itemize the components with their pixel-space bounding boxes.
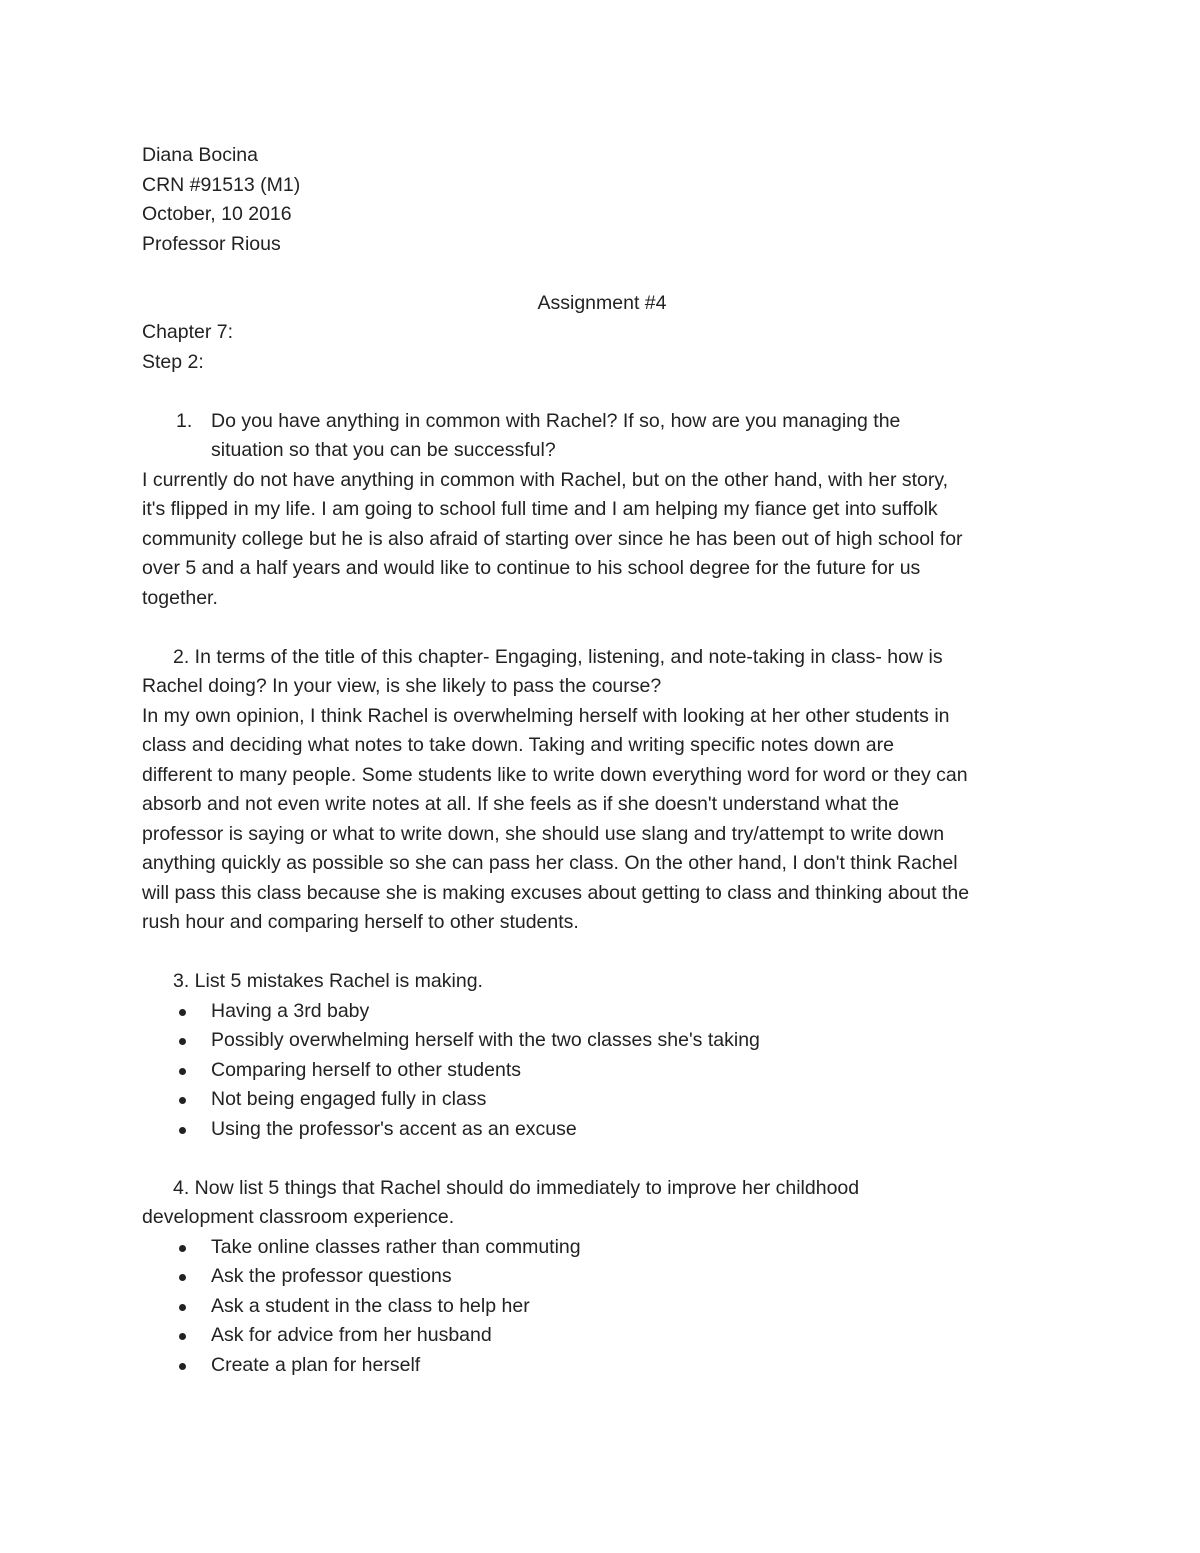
list-item-text: Take online classes rather than commuting bbox=[211, 1235, 581, 1258]
answer-line: absorb and not even write notes at all. If she feels as if she doesn't understand what the bbox=[142, 793, 900, 815]
spacer bbox=[142, 377, 1062, 407]
bullet-icon bbox=[179, 1333, 186, 1340]
answer-line: rush hour and comparing herself to other students. bbox=[142, 911, 579, 933]
spacer bbox=[142, 938, 1062, 968]
question-line: 2. In terms of the title of this chapter- Engaging, listening, and note-taking in class- how is bbox=[173, 645, 943, 668]
answer-line: class and deciding what notes to take down. Taking and writing specific notes down are bbox=[142, 734, 894, 756]
question-4 bbox=[142, 1174, 1062, 1381]
answer-2 bbox=[142, 702, 1062, 938]
question-line: Do you have anything in common with Rachel? If so, how are you managing the bbox=[211, 409, 901, 432]
header-block bbox=[142, 141, 1062, 259]
answer-line: In my own opinion, I think Rachel is overwhelming herself with looking at her other students in bbox=[142, 704, 950, 727]
question-line: situation so that you can be successful? bbox=[211, 439, 556, 461]
bullet-icon bbox=[179, 1009, 186, 1016]
bullet-icon bbox=[179, 1274, 186, 1281]
answer-line: together. bbox=[142, 586, 218, 609]
answer-line: anything quickly as possible so she can pass her class. On the other hand, I don't think Rachel bbox=[142, 852, 958, 874]
bullet-icon bbox=[179, 1068, 186, 1075]
chapter-heading: Chapter 7: bbox=[142, 321, 234, 343]
bullet-icon bbox=[179, 1304, 186, 1311]
bullet-icon bbox=[179, 1363, 186, 1370]
list-item-text: Using the professor's accent as an excuse bbox=[211, 1117, 577, 1140]
mistakes-list bbox=[142, 997, 1062, 1145]
course-crn: CRN #91513 (M1) bbox=[142, 173, 301, 196]
bullet-icon bbox=[179, 1127, 186, 1134]
answer-line: it's flipped in my life. I am going to school full time and I am helping my fiance get into suffolk bbox=[142, 498, 938, 520]
list-item bbox=[142, 1262, 1062, 1292]
list-item bbox=[142, 1292, 1062, 1322]
list-item-text: Comparing herself to other students bbox=[211, 1058, 522, 1081]
list-item-text: Ask for advice from her husband bbox=[211, 1324, 492, 1346]
question-line: 3. List 5 mistakes Rachel is making. bbox=[173, 970, 483, 992]
answer-line: community college but he is also afraid of starting over since he has been out of high school for bbox=[142, 527, 963, 550]
list-item-text: Possibly overwhelming herself with the two classes she's taking bbox=[211, 1029, 760, 1051]
question-number: 1. bbox=[176, 409, 193, 432]
question-2 bbox=[142, 643, 1062, 702]
bullet-icon bbox=[179, 1038, 186, 1045]
document-title: Assignment #4 bbox=[537, 291, 667, 314]
list-item bbox=[142, 1026, 1062, 1056]
bullet-icon bbox=[179, 1245, 186, 1252]
list-item-text: Having a 3rd baby bbox=[211, 999, 370, 1022]
list-item-text: Create a plan for herself bbox=[211, 1353, 421, 1376]
question-3 bbox=[142, 967, 1062, 1144]
answer-line: I currently do not have anything in common with Rachel, but on the other hand, with her story, bbox=[142, 468, 949, 491]
list-item bbox=[142, 1056, 1062, 1086]
list-item bbox=[142, 1233, 1062, 1263]
answer-line: over 5 and a half years and would like to continue to his school degree for the future for us bbox=[142, 557, 921, 579]
question-line: Rachel doing? In your view, is she likely to pass the course? bbox=[142, 675, 662, 697]
list-item bbox=[142, 1115, 1062, 1145]
list-item bbox=[142, 1321, 1062, 1351]
list-item-text: Ask the professor questions bbox=[211, 1265, 452, 1287]
list-item-text: Not being engaged fully in class bbox=[211, 1088, 487, 1110]
question-line: development classroom experience. bbox=[142, 1206, 455, 1228]
list-item bbox=[142, 997, 1062, 1027]
document-page bbox=[142, 141, 1062, 1380]
improvements-list bbox=[142, 1233, 1062, 1381]
professor-name: Professor Rious bbox=[142, 232, 281, 255]
spacer bbox=[142, 1144, 1062, 1174]
bullet-icon bbox=[179, 1097, 186, 1104]
answer-line: professor is saying or what to write down, she should use slang and try/attempt to write down bbox=[142, 822, 945, 845]
spacer bbox=[142, 259, 1062, 289]
author-name: Diana Bocina bbox=[142, 144, 258, 166]
list-item bbox=[142, 1351, 1062, 1381]
spacer bbox=[142, 613, 1062, 643]
step-heading: Step 2: bbox=[142, 350, 204, 373]
question-line: 4. Now list 5 things that Rachel should do immediately to improve her childhood bbox=[173, 1176, 860, 1199]
answer-line: will pass this class because she is making excuses about getting to class and thinking about the bbox=[142, 881, 970, 904]
question-1 bbox=[142, 407, 1062, 466]
date: October, 10 2016 bbox=[142, 203, 292, 225]
answer-1 bbox=[142, 466, 1062, 614]
answer-line: different to many people. Some students like to write down everything word for word or they can bbox=[142, 763, 968, 786]
list-item bbox=[142, 1085, 1062, 1115]
list-item-text: Ask a student in the class to help her bbox=[211, 1294, 530, 1317]
